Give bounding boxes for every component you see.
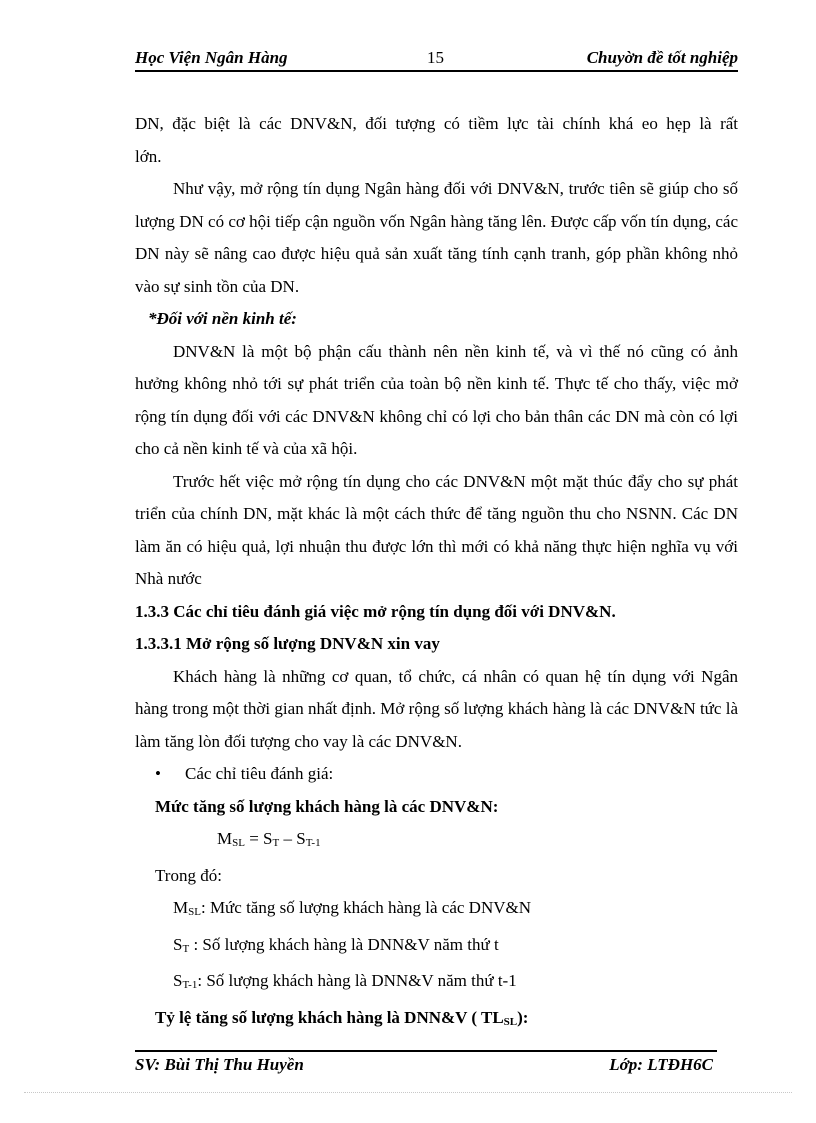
paragraph: Trước hết việc mở rộng tín dụng cho các DNV&N một mặt thúc đẩy cho sự phát triển của chính DN, mặt khác là một cách thức để tăng nguồn thu cho NSNN. Các DN làm ăn có hiệu quả, lợi nhuận thu được lớn thì mới có khả năng thực hiện nghĩa vụ với Nhà nước <box>135 471 738 588</box>
page-header <box>135 48 738 72</box>
paragraph-line: DN, đặc biệt là các DNV&N, đối tượng có tiềm lực tài chính khá eo hẹp là rất <box>135 114 738 133</box>
formula: $M_{SL} = S_T - S_{T-1}$ <box>217 829 321 849</box>
paragraph: Khách hàng là những cơ quan, tổ chức, cá nhân có quan hệ tín dụng với Ngân hàng trong một thời gian nhất định. Mở rộng số lượng khách hàng là các DNV&N tức là làm tăng lòn đối tượng cho vay là các DNV&N. <box>135 666 738 751</box>
page-number: 15 <box>427 48 444 67</box>
footer-class: Lớp: LTĐH6C <box>609 1055 713 1074</box>
section-heading-economy: *Đối với nền kinh tế: <box>148 309 297 328</box>
paragraph-line: lớn. <box>135 146 162 166</box>
indicator-heading-2: Tỷ lệ tăng số lượng khách hàng là DNN&V ( $TL_{SL}$): <box>155 1007 529 1028</box>
header-document-type: Chuyờn đề tốt nghiệp <box>586 48 738 67</box>
bullet-icon: • <box>155 764 161 783</box>
footer-student: SV: Bùi Thị Thu Huyền <box>135 1055 304 1074</box>
footer-rule <box>135 1050 717 1052</box>
document-body <box>135 108 738 1038</box>
section-heading-1-3-3-1: 1.3.3.1 Mở rộng số lượng DNV&N xin vay <box>135 634 440 653</box>
where-label: Trong đó: <box>155 865 222 885</box>
bullet-text: Các chỉ tiêu đánh giá: <box>185 764 334 783</box>
header-institution: Học Viện Ngân Hàng <box>135 48 288 67</box>
paragraph: DNV&N là một bộ phận cấu thành nên nền kinh tế, và vì thế nó cũng có ảnh hưởng không nhỏ tới sự phát triển của toàn bộ nền kinh tế. Thực tế cho thấy, việc mở rộng tín dụng đối với các DNV&N không chỉ có lợi cho bản thân các DN mà còn có lợi cho cả nền kinh tế và của xã hội. <box>135 341 738 458</box>
definition-item: $M_{SL}$: Mức tăng số lượng khách hàng là các DNV&N <box>173 898 531 918</box>
section-heading-1-3-3: 1.3.3 Các chỉ tiêu đánh giá việc mở rộng tín dụng đối với DNV&N. <box>135 601 616 621</box>
page-edge-divider <box>24 1092 792 1093</box>
definition-item: $S_{T-1}$: Số lượng khách hàng là DNN&V năm thứ t-1 <box>173 971 517 991</box>
paragraph: Như vậy, mở rộng tín dụng Ngân hàng đối với DNV&N, trước tiên sẽ giúp cho số lượng DN có cơ hội tiếp cận nguồn vốn Ngân hàng tăng lên. Được cấp vốn tín dụng, các DN này sẽ nâng cao được hiệu quả sản xuất tăng tính cạnh tranh, góp phần không nhỏ vào sự sinh tồn của DN. <box>135 179 738 296</box>
page-footer <box>135 1055 717 1077</box>
indicator-heading-1: Mức tăng số lượng khách hàng là các DNV&N: <box>155 796 499 816</box>
definition-item: $S_T$ : Số lượng khách hàng là DNN&V năm thứ t <box>173 934 499 955</box>
bullet-item <box>155 758 738 791</box>
